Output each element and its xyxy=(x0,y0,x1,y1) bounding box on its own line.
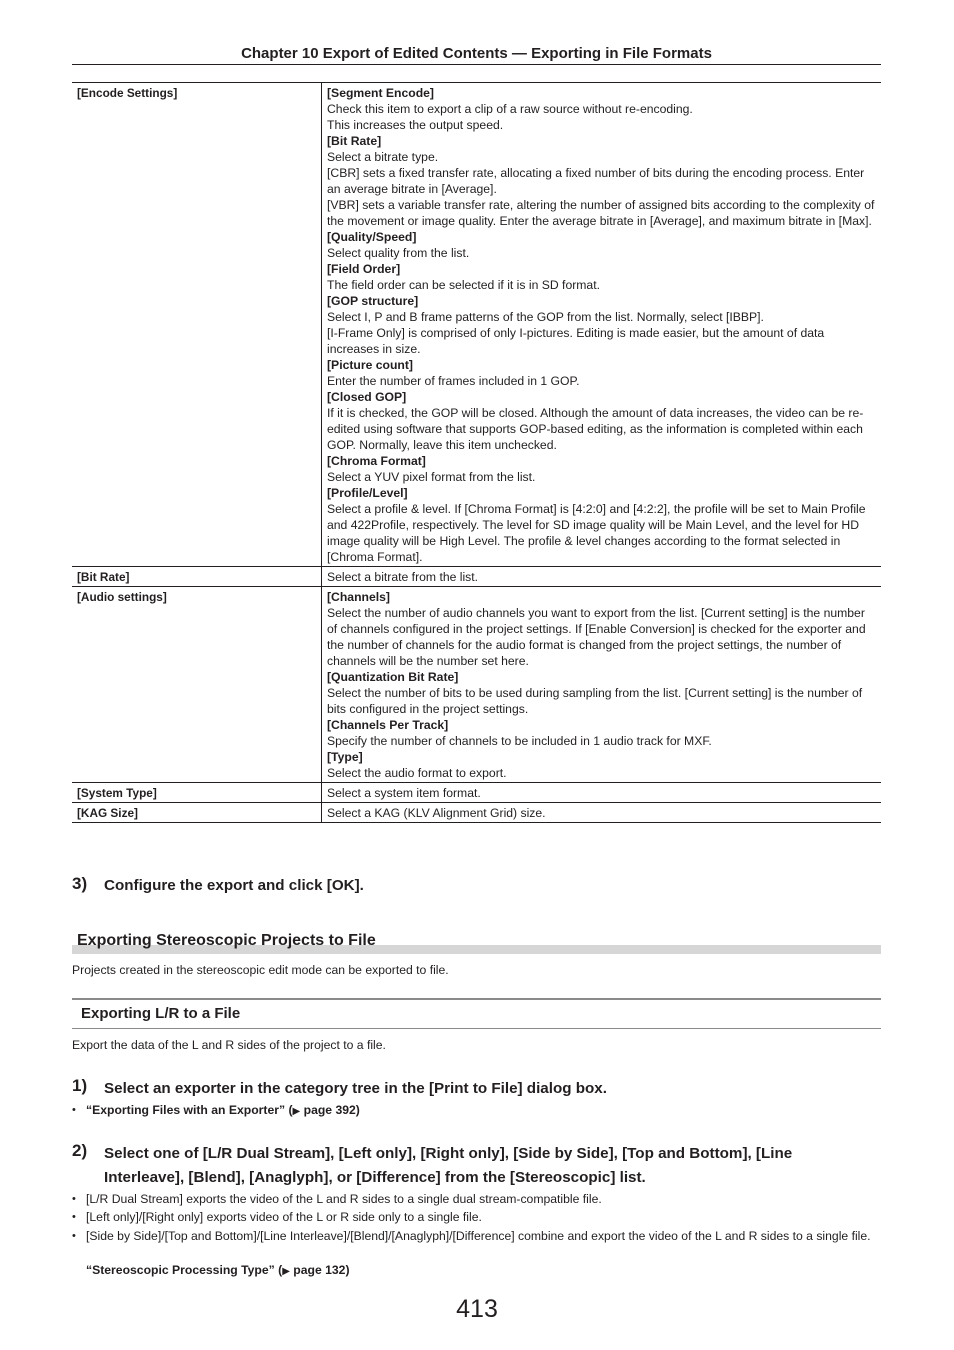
option-description: Select the number of audio channels you want to export from the list. [Current setting] is the number of channels configured in the project settings. If [Enable Conversion] is checked for the exporter and the number of channels for the audio format is changed from the project settings, the number of channels will be the number set here. xyxy=(327,606,866,668)
option-description: Enter the number of frames included in 1 GOP. xyxy=(327,374,580,388)
option-title: [Bit Rate] xyxy=(327,134,382,148)
setting-name: [KAG Size] xyxy=(72,803,322,823)
option-description: The field order can be selected if it is in SD format. xyxy=(327,278,600,292)
table-row xyxy=(72,587,881,783)
bullet-dot: • xyxy=(72,1104,76,1116)
option-description: Check this item to export a clip of a raw source without re-encoding. xyxy=(327,102,693,116)
table-row xyxy=(72,783,881,803)
option-description: If it is checked, the GOP will be closed. Although the amount of data increases, the video can be re-edited using software that supports GOP-based editing, as the information is completed within each GOP. Normally, leave this item unchecked. xyxy=(327,406,864,452)
option-description: Select quality from the list. xyxy=(327,246,470,260)
option-description: Select a system item format. xyxy=(327,786,481,800)
chapter-header: Chapter 10 Export of Edited Contents — Exporting in File Formats xyxy=(241,45,712,62)
option-description: [I-Frame Only] is comprised of only I-pictures. Editing is made easier, but the amount of data increases in size. xyxy=(327,326,825,356)
step-2-number: 2) xyxy=(72,1141,88,1160)
step-3-number: 3) xyxy=(72,874,88,893)
step-3-text: Configure the export and click [OK]. xyxy=(104,877,364,894)
option-description: [CBR] sets a fixed transfer rate, allocating a fixed number of bits during the encoding process. Enter an average bitrate in [Average]. xyxy=(327,166,865,196)
step-2-bullet: • [Left only]/[Right only] exports video of the L or R side only to a single file. xyxy=(72,1209,881,1225)
subsection-intro: Export the data of the L and R sides of the project to a file. xyxy=(72,1038,386,1052)
option-title: [Picture count] xyxy=(327,358,413,372)
subsection-heading-text: Exporting L/R to a File xyxy=(81,1005,241,1022)
option-description: Select a KAG (KLV Alignment Grid) size. xyxy=(327,806,546,820)
bullet-text: [Side by Side]/[Top and Bottom]/[Line Interleave]/[Blend]/[Anaglyph]/[Difference] combine and export the video of the L and R sides to a single file. xyxy=(86,1229,871,1243)
option-title: [Profile/Level] xyxy=(327,486,408,500)
section-heading-text: Exporting Stereoscopic Projects to File xyxy=(77,932,376,949)
step-1-reference xyxy=(72,1102,881,1120)
setting-name: [Audio settings] xyxy=(72,587,322,783)
setting-description xyxy=(322,587,882,783)
option-description: This increases the output speed. xyxy=(327,118,504,132)
option-description: Select a profile & level. If [Chroma Format] is [4:2:0] and [4:2:2], the profile will be set to Main Profile and 422Profile, respectively. The level for SD image quality will be Main Level, and the level for HD image quality will be High Level. The profile & level changes according to the format selected in [Chroma Format]. xyxy=(327,502,866,564)
option-description: Select a bitrate from the list. xyxy=(327,570,479,584)
option-title: [Channels Per Track] xyxy=(327,718,449,732)
subsection-heading xyxy=(72,998,881,1029)
option-title: [Closed GOP] xyxy=(327,390,407,404)
page-number: 413 xyxy=(456,1295,498,1323)
step-2-bullet: • [L/R Dual Stream] exports the video of the L and R sides to a single dual stream-compatible file. xyxy=(72,1191,881,1207)
section-heading xyxy=(72,931,881,955)
reference-link[interactable]: “Exporting Files with an Exporter” (▶ page 392) xyxy=(86,1103,360,1117)
option-title: [Channels] xyxy=(327,590,390,604)
step-2-bullet: • [Side by Side]/[Top and Bottom]/[Line Interleave]/[Blend]/[Anaglyph]/[Difference] combine and export the video of the L and R sides to a single file. xyxy=(72,1228,881,1244)
setting-description xyxy=(322,83,882,567)
setting-description xyxy=(322,803,882,823)
setting-description xyxy=(322,567,882,587)
bullet-text: [L/R Dual Stream] exports the video of the L and R sides to a single dual stream-compatible file. xyxy=(86,1192,602,1206)
setting-name: [Bit Rate] xyxy=(72,567,322,587)
step-1-text: Select an exporter in the category tree in the [Print to File] dialog box. xyxy=(104,1080,607,1097)
option-description: Select the audio format to export. xyxy=(327,766,507,780)
table-row xyxy=(72,567,881,587)
step-2-reference xyxy=(72,1262,881,1280)
section-intro: Projects created in the stereoscopic edit mode can be exported to file. xyxy=(72,963,449,977)
option-description: Select a bitrate type. xyxy=(327,150,439,164)
settings-table xyxy=(72,82,881,823)
option-description: Specify the number of channels to be included in 1 audio track for MXF. xyxy=(327,734,712,748)
bullet-text: [Left only]/[Right only] exports video of the L or R side only to a single file. xyxy=(86,1210,482,1224)
header-rule xyxy=(72,64,881,65)
reference-link[interactable]: “Stereoscopic Processing Type” (▶ page 132) xyxy=(86,1263,350,1277)
option-description: [VBR] sets a variable transfer rate, altering the number of assigned bits according to the complexity of the movement or image quality. Enter the average bitrate in [Average], and maximum bitrate in [Max]. xyxy=(327,198,875,228)
arrow-right-icon: ▶ xyxy=(292,1106,301,1117)
setting-description xyxy=(322,783,882,803)
option-title: [Field Order] xyxy=(327,262,401,276)
option-title: [Chroma Format] xyxy=(327,454,426,468)
option-description: Select I, P and B frame patterns of the GOP from the list. Normally, select [IBBP]. xyxy=(327,310,764,324)
option-title: [GOP structure] xyxy=(327,294,419,308)
step-2-text: Select one of [L/R Dual Stream], [Left only], [Right only], [Side by Side], [Top and Bottom], [Line Interleave], [Blend], [Anaglyph], or [Difference] from the [Stereoscopic] list. xyxy=(104,1145,793,1186)
option-title: [Quality/Speed] xyxy=(327,230,417,244)
option-title: [Type] xyxy=(327,750,363,764)
option-title: [Segment Encode] xyxy=(327,86,434,100)
table-row xyxy=(72,83,881,567)
setting-name: [Encode Settings] xyxy=(72,83,322,567)
arrow-right-icon: ▶ xyxy=(282,1266,290,1277)
step-1-number: 1) xyxy=(72,1076,88,1095)
option-description: Select a YUV pixel format from the list. xyxy=(327,470,536,484)
option-description: Select the number of bits to be used during sampling from the list. [Current setting] is the number of bits configured in the project settings. xyxy=(327,686,863,716)
table-row xyxy=(72,803,881,823)
option-title: [Quantization Bit Rate] xyxy=(327,670,459,684)
setting-name: [System Type] xyxy=(72,783,322,803)
